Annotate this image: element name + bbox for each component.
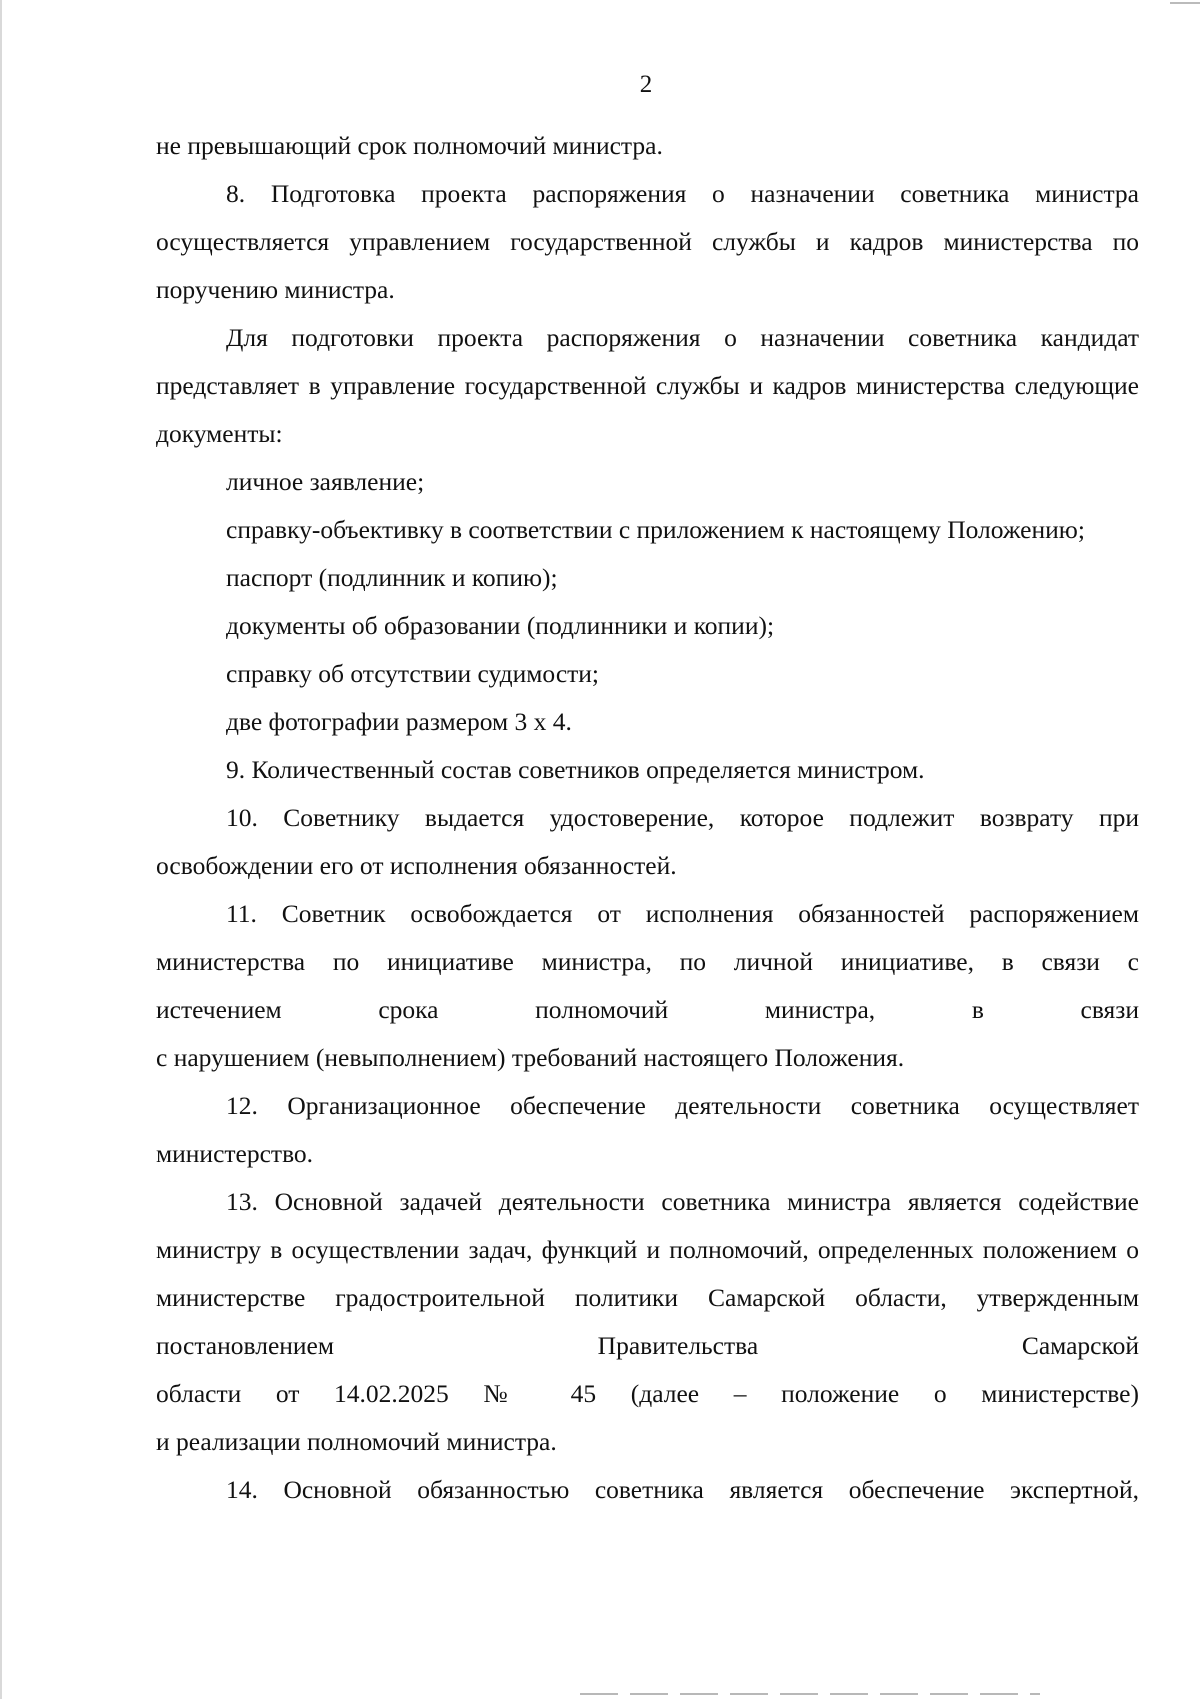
paragraph: 13. Основной задачей деятельности советника министра является содействие министру в осуществлении задач, функций и полномочий, определенных положением о министерстве градостроительной политики Самарской области, утвержденным постановлением Правительства Самарской xyxy=(156,1187,1139,1360)
paragraph: 8. Подготовка проекта распоряжения о назначении советника министра осуществляется управлением государственной службы и кадров министерства по поручению министра. xyxy=(156,179,1139,304)
scan-edge-top xyxy=(1170,2,1200,4)
paragraph: области от 14.02.2025 № 45 (далее – положение о министерстве) xyxy=(156,1379,1139,1408)
paragraph: 12. Организационное обеспечение деятельности советника осуществляет министерство. xyxy=(156,1091,1139,1168)
paragraph: Для подготовки проекта распоряжения о назначении советника кандидат представляет в управление государственной службы и кадров министерства следующие документы: xyxy=(156,323,1139,448)
paragraph: 9. Количественный состав советников определяется министром. xyxy=(226,755,925,784)
paragraph: документы об образовании (подлинники и копии); xyxy=(226,611,775,640)
paragraph: 14. Основной обязанностью советника является обеспечение экспертной, xyxy=(226,1475,1139,1504)
scan-edge-bottom xyxy=(580,1693,1040,1695)
paragraph: 10. Советнику выдается удостоверение, которое подлежит возврату при освобождении его от исполнения обязанностей. xyxy=(156,803,1139,880)
paragraph: с нарушением (невыполнением) требований настоящего Положения. xyxy=(156,1043,905,1072)
page-number: 2 xyxy=(639,71,653,98)
paragraph: справку-объективку в соответствии с приложением к настоящему Положению; xyxy=(226,515,1085,544)
scan-edge-left xyxy=(0,0,2,1699)
paragraph: справку об отсутствии судимости; xyxy=(226,659,600,688)
paragraph: не превышающий срок полномочий министра. xyxy=(156,131,663,160)
paragraph: 11. Советник освобождается от исполнения обязанностей распоряжением министерства по инициативе министра, по личной инициативе, в связи с xyxy=(156,899,1139,976)
paragraph: две фотографии размером 3 x 4. xyxy=(226,707,572,736)
paragraph: и реализации полномочий министра. xyxy=(156,1427,557,1456)
document-body xyxy=(156,122,1139,1514)
paragraph: паспорт (подлинник и копию); xyxy=(226,563,558,592)
paragraph: личное заявление; xyxy=(226,467,425,496)
paragraph: истечением срока полномочий министра, в связи xyxy=(156,995,1139,1024)
